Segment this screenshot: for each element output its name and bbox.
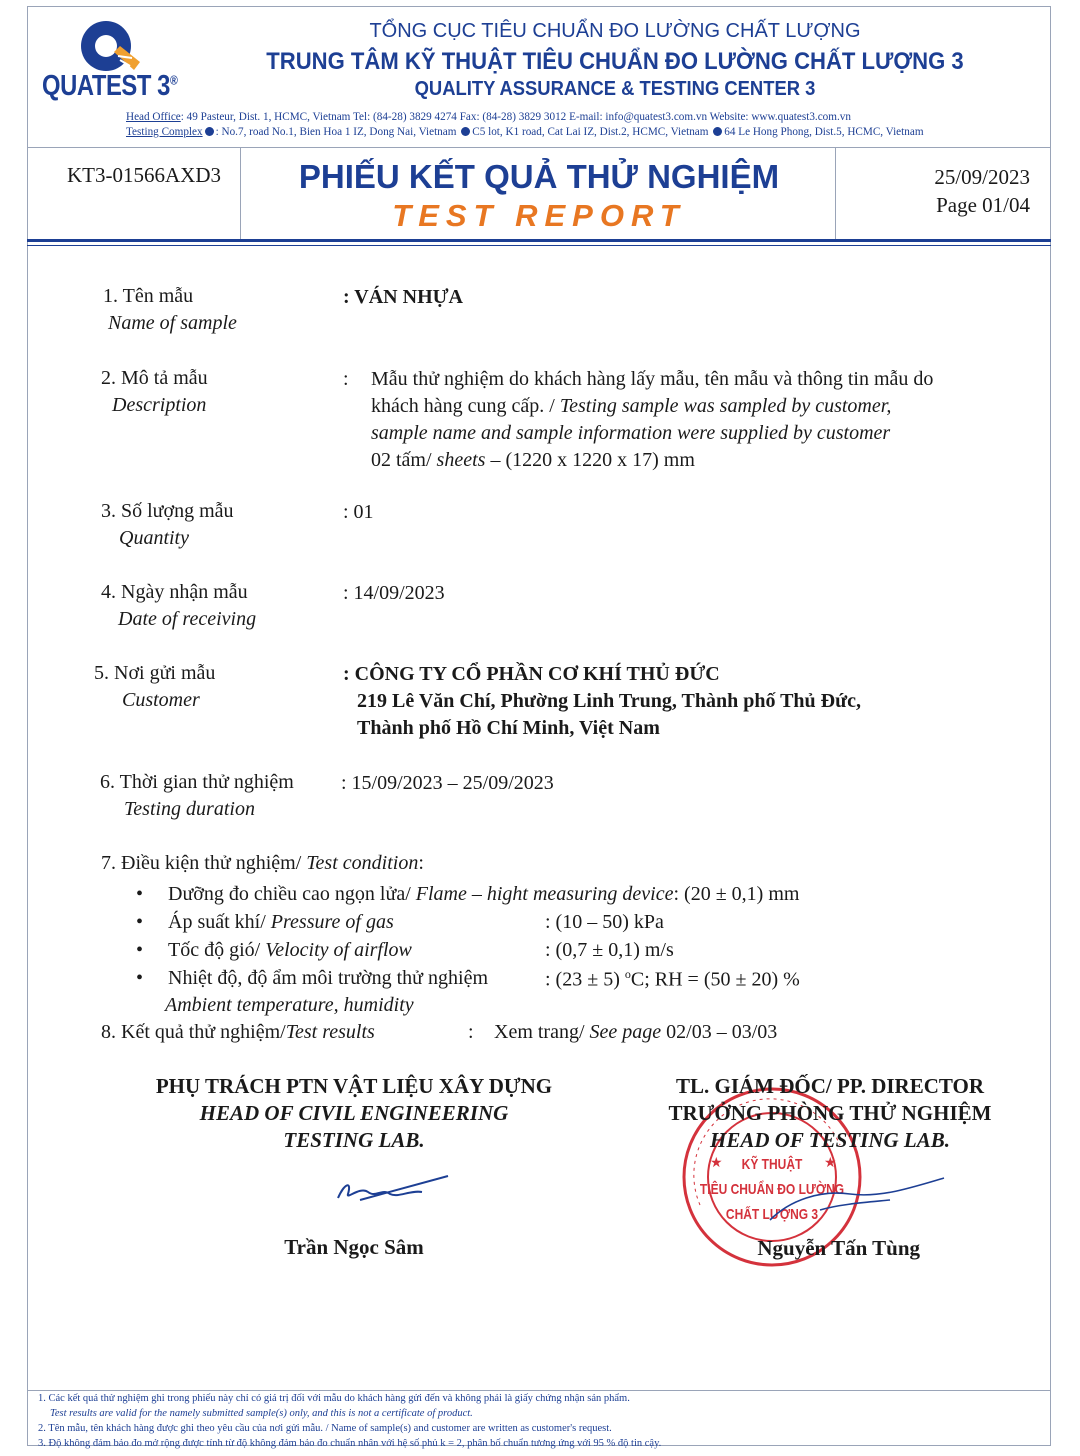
recv-label-en: Date of receiving (118, 608, 257, 630)
cond-label: 7. Điều kiện thử nghiệm/ Test condition: (101, 852, 424, 874)
cond-3-value: : (0,7 ± 0,1) m/s (545, 939, 674, 961)
recv-label-vn: 4. Ngày nhận mẫu (101, 581, 248, 603)
band-rule (27, 239, 1051, 242)
logo-text: QUATEST 3® (42, 70, 178, 102)
name-label-vn: 1. Tên mẫu (103, 285, 194, 307)
desc-line-3: sample name and sample information were supplied by customer (371, 422, 891, 444)
cust-value-2: 219 Lê Văn Chí, Phường Linh Trung, Thành phố Thủ Đức, (357, 690, 861, 712)
contact-line-head-office: Head Office: 49 Pasteur, Dist. 1, HCMC, Vietnam Tel: (84-28) 3829 4274 Fax: (84-28) 3829 3012 E-mail: info@quatest3.com.vn Website: www.quatest3.com.vn (126, 111, 851, 123)
footer-note-2: 2. Tên mẫu, tên khách hàng được ghi theo yêu cầu của nơi gửi mẫu. / Name of sample(s) and customer are written as customer's request. (38, 1423, 612, 1434)
cond-4-value: : (23 ± 5) $^o$C; RH = (50 ± 20) % (545, 967, 800, 991)
footer-note-1-vn: 1. Các kết quả thử nghiệm ghi trong phiếu này chỉ có giá trị đối với mẫu do khách hàng gửi đến và không phải là giấy chứng nhận sản phẩm. (38, 1393, 630, 1404)
desc-label-vn: 2. Mô tả mẫu (101, 367, 208, 389)
dur-label-vn: 6. Thời gian thử nghiệm (100, 771, 294, 793)
qty-label-vn: 3. Số lượng mẫu (101, 500, 234, 522)
left-signer-name: Trần Ngọc Sâm (284, 1235, 424, 1259)
cond-4: Nhiệt độ, độ ẩm môi trường thử nghiệm (168, 967, 488, 989)
footer-rule (27, 1390, 1051, 1391)
cond-4-en: Ambient temperature, humidity (165, 994, 414, 1016)
result-colon: : (468, 1021, 474, 1043)
bullet: • (136, 939, 144, 961)
desc-line-4: 02 tấm/ sheets – (1220 x 1220 x 17) mm (371, 449, 695, 471)
name-value: : VÁN NHỰA (343, 286, 463, 308)
dur-value: : 15/09/2023 – 25/09/2023 (341, 772, 554, 794)
cond-1: Dưỡng đo chiều cao ngọn lửa/ Flame – hight measuring device: (20 ± 0,1) mm (168, 883, 800, 905)
location-pin-icon (713, 127, 722, 136)
report-date: 25/09/2023 (934, 165, 1030, 189)
left-sign-title-1: PHỤ TRÁCH PTN VẬT LIỆU XÂY DỰNG (155, 1074, 553, 1098)
report-page: Page 01/04 (936, 193, 1030, 217)
bullet: • (136, 911, 144, 933)
location-pin-icon (205, 127, 214, 136)
footer-note-3: 3. Độ không đảm bảo đo mở rộng được tính từ độ không đảm bảo đo chuẩn nhân với hệ số phủ k = 2, phân bố chuẩn tương ứng với 95 % độ tin cậy. (38, 1438, 662, 1449)
cust-value-3: Thành phố Hồ Chí Minh, Việt Nam (357, 717, 660, 739)
org-line-2: TRUNG TÂM KỸ THUẬT TIÊU CHUẨN ĐO LƯỜNG CHẤT LƯỢNG 3 (266, 48, 964, 75)
svg-text:★: ★ (824, 1154, 837, 1170)
right-signature (760, 1160, 950, 1230)
right-signer-name: Nguyễn Tấn Tùng (757, 1236, 920, 1260)
qty-label-en: Quantity (119, 527, 189, 549)
band-rule (27, 245, 1051, 246)
result-value: Xem trang/ See page 02/03 – 03/03 (494, 1021, 778, 1043)
right-sign-title-3: HEAD OF TESTING LAB. (710, 1128, 950, 1152)
svg-text:★: ★ (710, 1154, 723, 1170)
dur-label-en: Testing duration (124, 798, 255, 820)
stamp-text-1: KỸ THUẬT (741, 1156, 803, 1173)
right-sign-title-2: TRƯỞNG PHÒNG THỬ NGHIỆM (668, 1101, 992, 1125)
qty-value: : 01 (343, 501, 374, 523)
name-label-en: Name of sample (108, 312, 237, 334)
desc-colon: : (343, 368, 349, 390)
left-sign-title-2: HEAD OF CIVIL ENGINEERING (199, 1101, 509, 1125)
desc-label-en: Description (112, 394, 207, 416)
recv-value: : 14/09/2023 (343, 582, 445, 604)
bullet: • (136, 967, 144, 989)
org-line-3: QUALITY ASSURANCE & TESTING CENTER 3 (414, 78, 816, 100)
cond-3: Tốc độ gió/ Velocity of airflow (168, 939, 412, 961)
left-signature (330, 1170, 455, 1210)
cust-value-1: : CÔNG TY CỔ PHẦN CƠ KHÍ THỦ ĐỨC (343, 663, 720, 685)
cond-2: Áp suất khí/ Pressure of gas (168, 911, 394, 933)
result-label: 8. Kết quả thử nghiệm/Test results (101, 1021, 375, 1043)
report-title-en: TEST REPORT (392, 198, 686, 233)
footer-note-1-en: Test results are valid for the namely submitted sample(s) only, and this is not a certificate of product. (50, 1408, 473, 1419)
desc-line-2: khách hàng cung cấp. / Testing sample was sampled by customer, (371, 395, 892, 417)
stamp-text-3: CHẤT LƯỢNG 3 (725, 1206, 819, 1223)
bullet: • (136, 883, 144, 905)
report-title-vn: PHIẾU KẾT QUẢ THỬ NGHIỆM (298, 158, 780, 195)
left-sign-title-3: TESTING LAB. (283, 1128, 425, 1152)
stamp-text-2: TIÊU CHUẨN ĐO LƯỜNG (699, 1181, 845, 1198)
report-number: KT3-01566AXD3 (67, 163, 221, 187)
contact-line-testing-complex: Testing Complex : No.7, road No.1, Bien Hoa 1 IZ, Dong Nai, Vietnam C5 lot, K1 road, Cat Lai IZ, Dist.2, HCMC, Vietnam 64 Le Hong Phong, Dist.5, HCMC, Vietnam (126, 126, 924, 138)
cust-label-vn: 5. Nơi gửi mẫu (94, 662, 216, 684)
right-sign-title-1: TL. GIÁM ĐỐC/ PP. DIRECTOR (675, 1074, 985, 1098)
location-pin-icon (461, 127, 470, 136)
desc-line-1: Mẫu thử nghiệm do khách hàng lấy mẫu, tên mẫu và thông tin mẫu do (371, 368, 934, 390)
cond-2-value: : (10 – 50) kPa (545, 911, 664, 933)
cust-label-en: Customer (122, 689, 200, 711)
org-line-1: TỔNG CỤC TIÊU CHUẨN ĐO LƯỜNG CHẤT LƯỢNG (369, 20, 861, 42)
